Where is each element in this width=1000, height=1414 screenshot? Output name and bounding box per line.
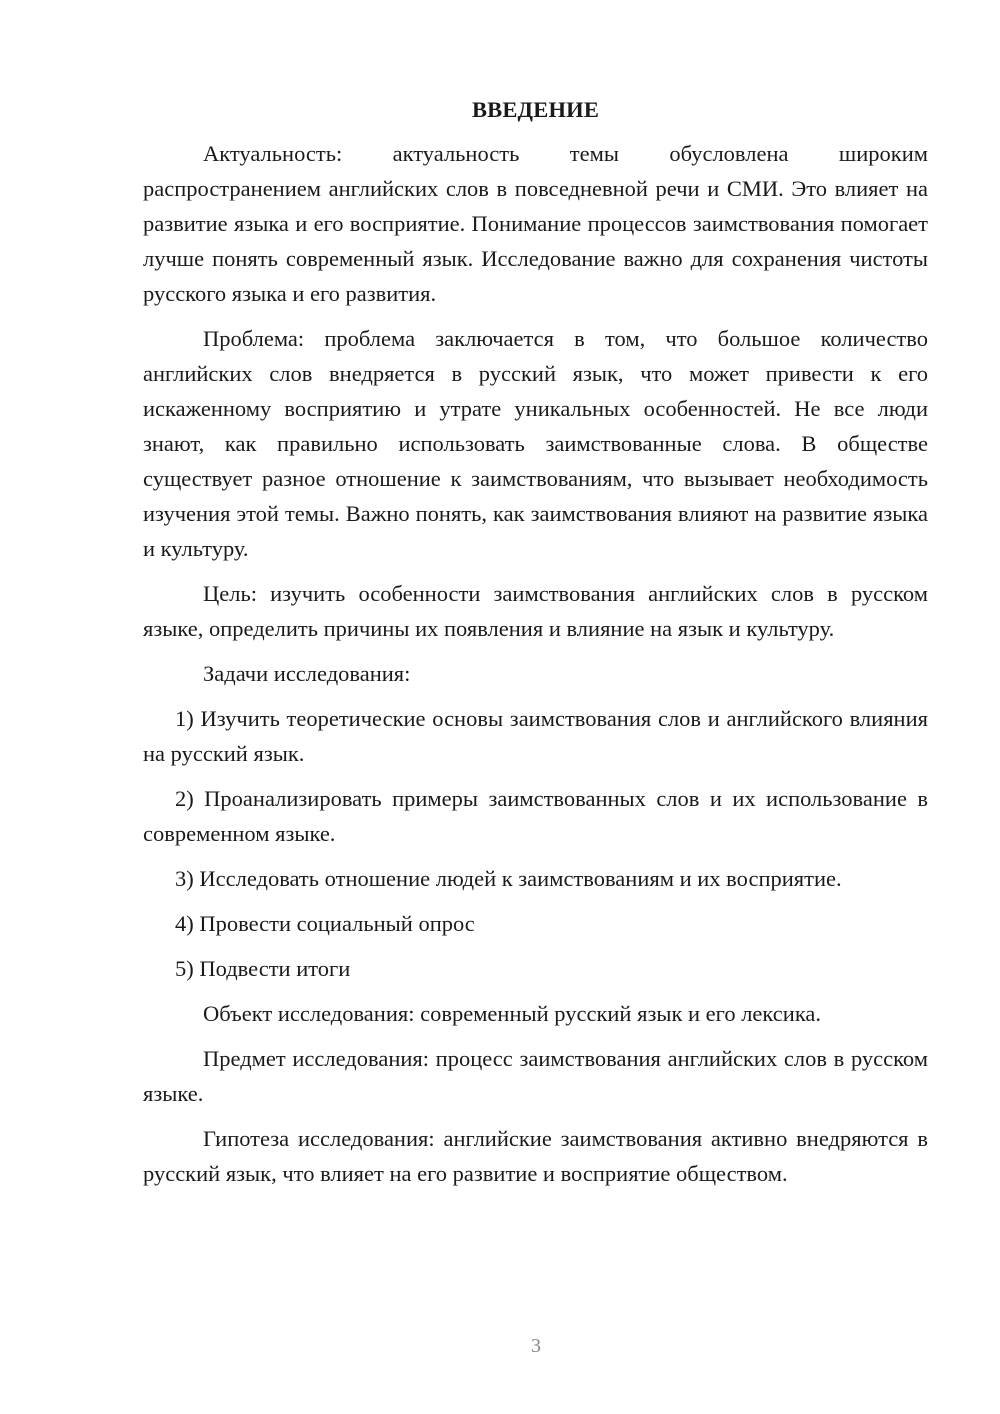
page-number: 3 — [531, 1335, 541, 1357]
task-item-3: 3) Исследовать отношение людей к заимствованиям и их восприятие. — [175, 866, 842, 891]
hypothesis-paragraph: Гипотеза исследования: английские заимствования активно внедряются в русский язык, что влияет на его развитие и восприятие обществом. — [143, 1126, 928, 1186]
task-item-2: 2) Проанализировать примеры заимствованных слов и их использование в современном языке. — [143, 786, 928, 846]
task-item-5: 5) Подвести итоги — [175, 956, 351, 981]
tasks-heading: Задачи исследования: — [203, 661, 411, 686]
goal-paragraph: Цель: изучить особенности заимствования английских слов в русском языке, определить причины их появления и влияние на язык и культуру. — [143, 581, 928, 641]
problem-paragraph: Проблема: проблема заключается в том, что большое количество английских слов внедряется в русский язык, что может привести к его искаженному восприятию и утрате уникальных особенностей. Не все люди знают, как правильно использовать заимствованные слова. В обществе существует разное отношение к заимствованиям, что вызывает необходимость изучения этой темы. Важно понять, как заимствования влияют на развитие языка и культуру. — [143, 326, 928, 561]
object-paragraph: Объект исследования: современный русский язык и его лексика. — [203, 1001, 822, 1026]
subject-paragraph: Предмет исследования: процесс заимствования английских слов в русском языке. — [143, 1046, 928, 1106]
task-item-1: 1) Изучить теоретические основы заимствования слов и английского влияния на русский язык. — [143, 706, 928, 766]
task-item-4: 4) Провести социальный опрос — [175, 911, 475, 936]
page-content — [143, 94, 928, 1201]
page-title: ВВЕДЕНИЕ — [471, 97, 600, 122]
relevance-paragraph: Актуальность: актуальность темы обусловлена широким распространением английских слов в повседневной речи и СМИ. Это влияет на развитие языка и его восприятие. Понимание процессов заимствования помогает лучше понять современный язык. Исследование важно для сохранения чистоты русского языка и его развития. — [143, 141, 928, 306]
